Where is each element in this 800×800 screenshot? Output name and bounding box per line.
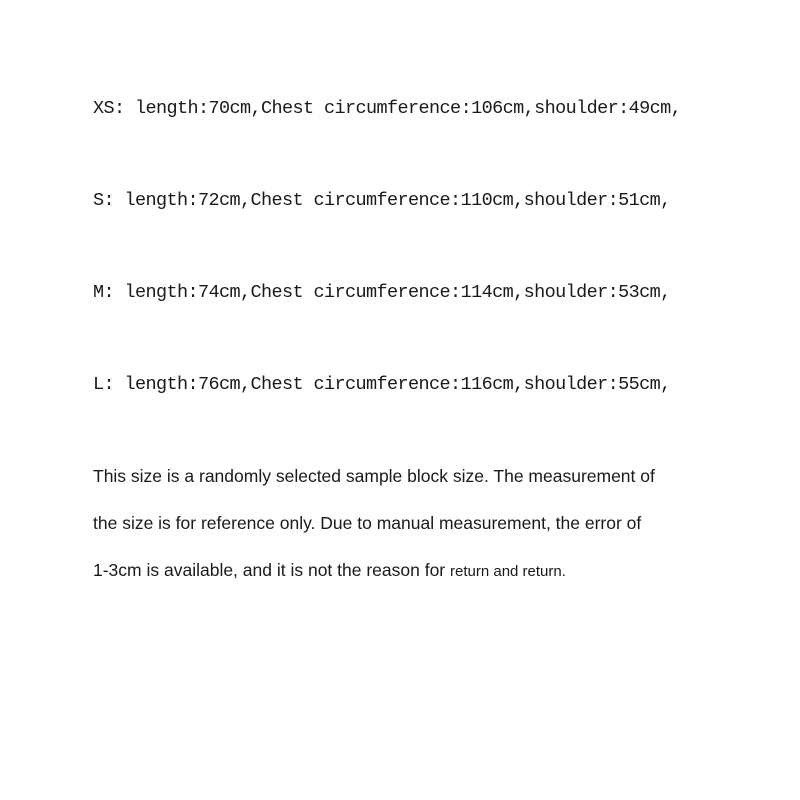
note-line-2: the size is for reference only. Due to manual measurement, the error of [93, 513, 642, 533]
size-m-line: M: length:74cm,Chest circumference:114cm,shoulder:53cm, [93, 282, 671, 303]
size-l-line: L: length:76cm,Chest circumference:116cm,shoulder:55cm, [93, 374, 671, 395]
note-line-3-main: 1-3cm is available, and it is not the reason for [93, 560, 450, 580]
size-xs-line: XS: length:70cm,Chest circumference:106cm,shoulder:49cm, [93, 98, 682, 119]
note-line-3 [93, 562, 733, 580]
note-line-1: This size is a randomly selected sample block size. The measurement of [93, 466, 655, 486]
size-s-line: S: length:72cm,Chest circumference:110cm,shoulder:51cm, [93, 190, 671, 211]
note-line-3-small: return and return. [450, 563, 566, 580]
